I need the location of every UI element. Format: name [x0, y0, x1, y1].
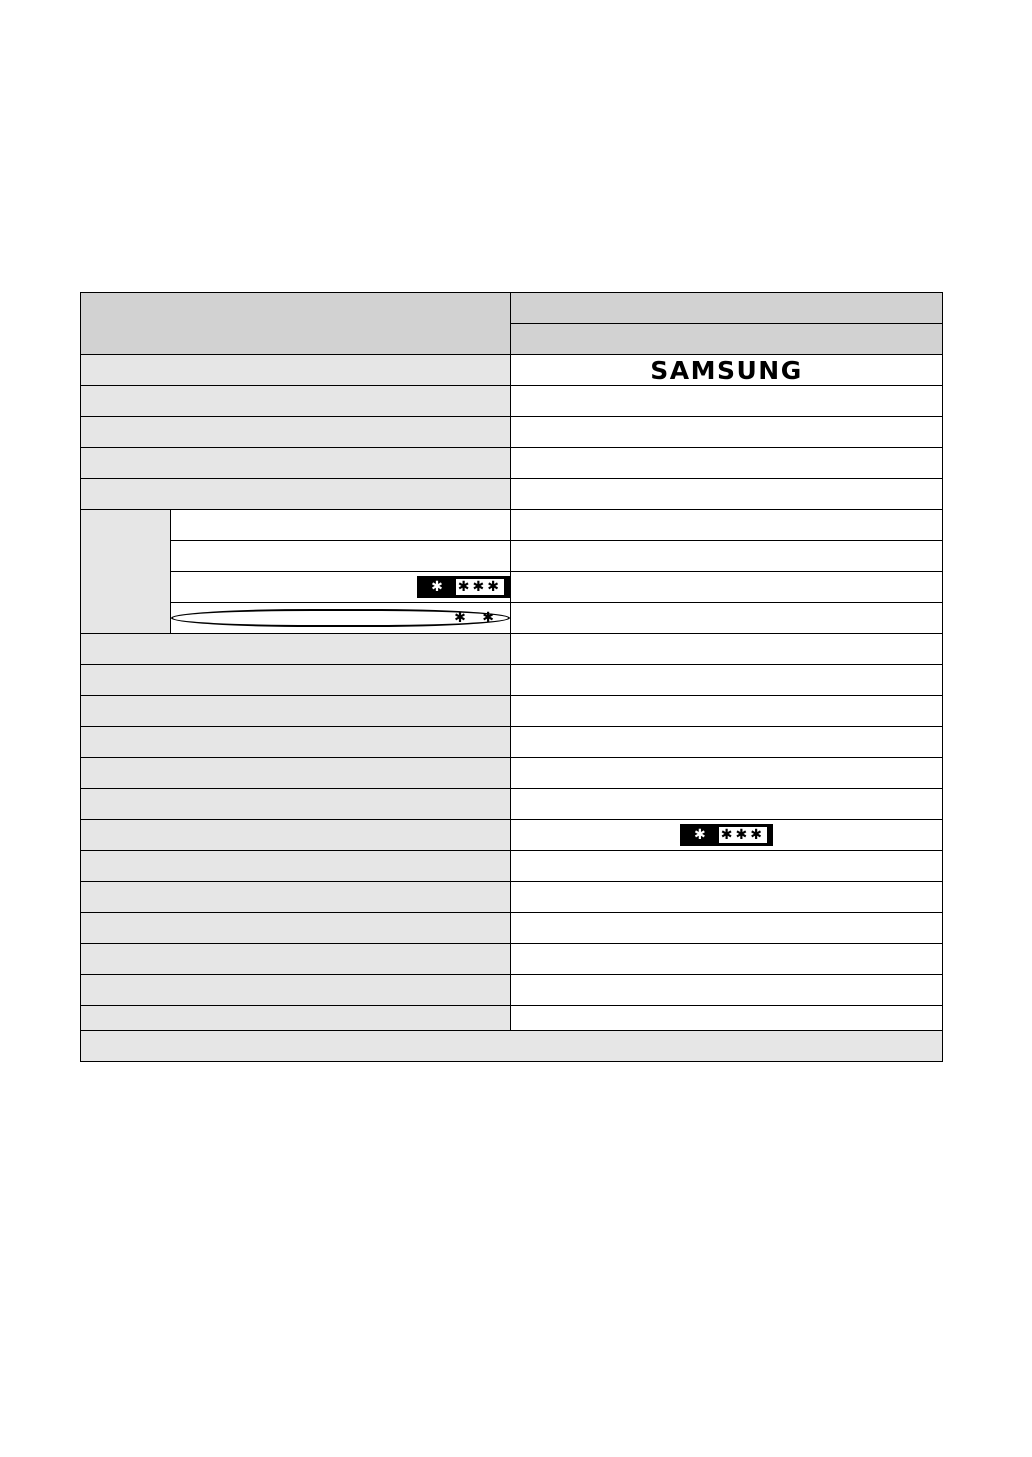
table-row	[81, 975, 943, 1006]
row-value	[511, 1006, 943, 1031]
table-row	[81, 479, 943, 510]
row-value	[511, 944, 943, 975]
table-row	[81, 1006, 943, 1031]
star-row-label	[81, 820, 511, 851]
row-value	[511, 727, 943, 758]
table-row	[81, 448, 943, 479]
table-row	[81, 913, 943, 944]
row-label	[81, 448, 511, 479]
row-value	[511, 479, 943, 510]
row-label	[81, 1006, 511, 1031]
group-row	[81, 572, 943, 603]
group-sub-value	[511, 510, 943, 541]
row-value	[511, 417, 943, 448]
group-sub-label	[171, 510, 511, 541]
row-value	[511, 789, 943, 820]
row-label	[81, 696, 511, 727]
row-value	[511, 851, 943, 882]
table-row	[81, 851, 943, 882]
footer-note-cell	[81, 1031, 943, 1062]
row-label	[81, 727, 511, 758]
table-row	[81, 696, 943, 727]
group-sub-label-two-star	[171, 603, 511, 634]
table-row	[81, 386, 943, 417]
four-star-rating-icon: ✱ ✱✱✱	[417, 576, 510, 598]
brand-row	[81, 355, 943, 386]
row-value	[511, 696, 943, 727]
row-label	[81, 789, 511, 820]
brand-logo-cell	[511, 355, 943, 386]
brand-label-cell	[81, 355, 511, 386]
row-label	[81, 417, 511, 448]
group-sub-label	[171, 541, 511, 572]
group-row	[81, 510, 943, 541]
samsung-logo: SAMSUNG	[650, 355, 803, 385]
row-value	[511, 665, 943, 696]
row-label	[81, 665, 511, 696]
row-value	[511, 386, 943, 417]
row-label	[81, 913, 511, 944]
row-label	[81, 882, 511, 913]
group-row	[81, 541, 943, 572]
row-label	[81, 479, 511, 510]
row-value	[511, 634, 943, 665]
row-label	[81, 975, 511, 1006]
table-row	[81, 758, 943, 789]
row-value	[511, 758, 943, 789]
group-sub-value	[511, 603, 943, 634]
row-value	[511, 975, 943, 1006]
four-star-rating-icon: ✱ ✱✱✱	[680, 824, 773, 846]
row-value	[511, 448, 943, 479]
table-row	[81, 789, 943, 820]
table-row	[81, 634, 943, 665]
row-value	[511, 882, 943, 913]
table-row	[81, 727, 943, 758]
table-row	[81, 944, 943, 975]
star-rating-row	[81, 820, 943, 851]
specification-table	[80, 292, 943, 1062]
star-row-value	[511, 820, 943, 851]
table-row	[81, 882, 943, 913]
group-row	[81, 603, 943, 634]
row-value	[511, 913, 943, 944]
row-label	[81, 944, 511, 975]
table-header-row	[81, 293, 943, 324]
group-sub-label-four-star	[171, 572, 511, 603]
row-label	[81, 386, 511, 417]
table-row	[81, 417, 943, 448]
header-left-cell	[81, 293, 511, 355]
footer-row	[81, 1031, 943, 1062]
row-label	[81, 851, 511, 882]
table-row	[81, 665, 943, 696]
row-label	[81, 634, 511, 665]
header-right-bottom-cell	[511, 324, 943, 355]
row-label	[81, 758, 511, 789]
group-title-cell	[81, 510, 171, 634]
group-sub-value	[511, 541, 943, 572]
two-star-rating-icon: ✱ ✱	[171, 609, 510, 627]
header-right-top-cell	[511, 293, 943, 324]
group-sub-value	[511, 572, 943, 603]
